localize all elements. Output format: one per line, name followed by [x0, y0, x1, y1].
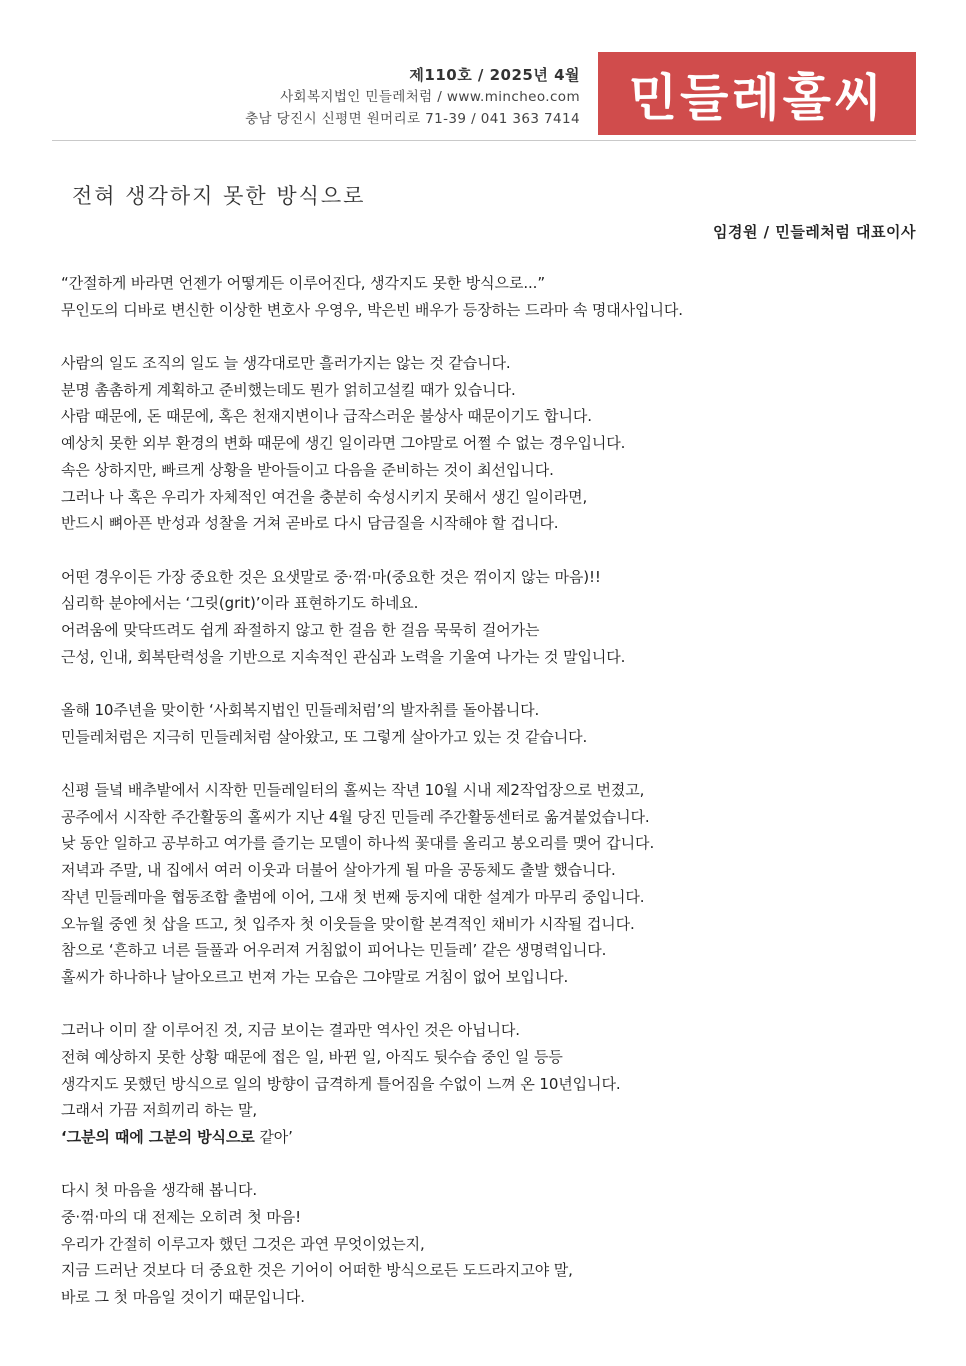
paragraph-2	[61, 350, 921, 537]
text-line: 무인도의 디바로 변신한 이상한 변호사 우영우, 박은빈 배우가 등장하는 드라마 속 명대사입니다.	[61, 300, 683, 319]
article-title: 전혀 생각하지 못한 방식으로	[72, 184, 366, 208]
text-line: 다시 첫 마음을 생각해 봅니다.	[61, 1181, 258, 1200]
text-line: 그러나 나 혹은 우리가 자체적인 여건을 충분히 숙성시키지 못해서 생긴 일이라면,	[61, 487, 588, 506]
quote-line	[61, 1124, 921, 1151]
header-divider	[52, 140, 916, 141]
text-line: 신평 들녘 배추밭에서 시작한 민들레일터의 홀씨는 작년 10월 시내 제2작업장으로 번졌고,	[61, 781, 645, 800]
paragraph-3	[61, 564, 921, 671]
organization-line: 사회복지법인 민들레처럼 / www.mincheo.com	[280, 89, 580, 105]
issue-number: 제110호 / 2025년 4월	[409, 66, 580, 84]
quote-rest: 같아’	[254, 1128, 293, 1146]
text-line: 그래서 가끔 저희끼리 하는 말,	[61, 1101, 258, 1120]
article-body	[61, 270, 921, 1311]
text-line: “간절하게 바라면 언젠가 어떻게든 이루어진다, 생각지도 못한 방식으로...”	[61, 274, 546, 292]
text-line: 분명 촘촘하게 계획하고 준비했는데도 뭔가 얽히고설킬 때가 있습니다.	[61, 380, 516, 399]
text-line: 낮 동안 일하고 공부하고 여가를 즐기는 모델이 하나씩 꽃대를 올리고 봉오리를 맺어 갑니다.	[61, 834, 655, 853]
text-line: 사람 때문에, 돈 때문에, 혹은 천재지변이나 급작스러운 불상사 때문이기도 합니다.	[61, 407, 592, 426]
text-line: 공주에서 시작한 주간활동의 홀씨가 지난 4월 당진 민들레 주간활동센터로 옮겨붙었습니다.	[61, 807, 650, 826]
text-line: 생각지도 못했던 방식으로 일의 방향이 급격하게 틀어짐을 수없이 느껴 온 10년입니다.	[61, 1074, 621, 1093]
text-line: 저녁과 주말, 내 집에서 여러 이웃과 더불어 살아가게 될 마을 공동체도 출발 했습니다.	[61, 861, 616, 880]
text-line: 작년 민들레마을 협동조합 출범에 이어, 그새 첫 번째 둥지에 대한 설계가 마무리 중입니다.	[61, 887, 645, 906]
article-author: 임경원 / 민들레처럼 대표이사	[712, 223, 916, 241]
text-line: 반드시 뼈아픈 반성과 성찰을 거쳐 곧바로 다시 담금질을 시작해야 할 겁니다.	[61, 514, 559, 533]
text-line: 어떤 경우이든 가장 중요한 것은 요샛말로 중·꺾·마(중요한 것은 꺾이지 않는 마음)!!	[61, 567, 601, 586]
text-line: 예상치 못한 외부 환경의 변화 때문에 생긴 일이라면 그야말로 어쩔 수 없는 경우입니다.	[61, 434, 626, 453]
text-line: 오뉴월 중엔 첫 삽을 뜨고, 첫 입주자 첫 이웃들을 맞이할 본격적인 채비가 시작될 겁니다.	[61, 914, 635, 933]
text-line: 중·꺾·마의 대 전제는 오히려 첫 마음!	[61, 1208, 302, 1227]
paragraph-1	[61, 270, 921, 323]
paragraph-4	[61, 697, 921, 750]
text-line: 지금 드러난 것보다 더 중요한 것은 기어이 어떠한 방식으로든 도드라지고야 말,	[61, 1261, 573, 1280]
text-line: 우리가 간절히 이루고자 했던 그것은 과연 무엇이었는지,	[61, 1234, 425, 1253]
masthead-info	[245, 64, 580, 130]
quote-bold: ‘그분의 때에 그분의 방식으로	[61, 1128, 255, 1146]
text-line: 속은 상하지만, 빠르게 상황을 받아들이고 다음을 준비하는 것이 최선입니다.	[61, 460, 554, 479]
address-line: 충남 당진시 신평면 원머리로 71-39 / 041 363 7414	[245, 111, 580, 127]
text-line: 올해 10주년을 맞이한 ‘사회복지법인 민들레처럼’의 발자취를 돌아봅니다.	[61, 701, 540, 719]
text-line: 민들레처럼은 지극히 민들레처럼 살아왔고, 또 그렇게 살아가고 있는 것 같습니다.	[61, 727, 588, 746]
text-line: 사람의 일도 조직의 일도 늘 생각대로만 흘러가지는 않는 것 같습니다.	[61, 354, 511, 373]
text-line: 어려움에 맞닥뜨려도 쉽게 좌절하지 않고 한 걸음 한 걸음 묵묵히 걸어가는	[61, 620, 540, 639]
text-line: 바로 그 첫 마음일 것이기 때문입니다.	[61, 1288, 305, 1307]
text-line: 심리학 분야에서는 ‘그릿(grit)’이라 표현하기도 하네요.	[61, 594, 419, 613]
text-line: 홀씨가 하나하나 날아오르고 번져 가는 모습은 그야말로 거침이 없어 보입니다.	[61, 967, 569, 986]
text-line: 그러나 이미 잘 이루어진 것, 지금 보이는 결과만 역사인 것은 아닙니다.	[61, 1021, 520, 1040]
text-line: 전혀 예상하지 못한 상황 때문에 접은 일, 바뀐 일, 아직도 뒷수습 중인 일 등등	[61, 1047, 563, 1066]
text-line: 참으로 ‘흔하고 너른 들풀과 어우러져 거침없이 피어나는 민들레’ 같은 생명력입니다.	[61, 941, 607, 960]
newsletter-logo: 민들레홀씨	[598, 52, 916, 135]
paragraph-7	[61, 1177, 921, 1310]
text-line: 근성, 인내, 회복탄력성을 기반으로 지속적인 관심과 노력을 기울여 나가는 것 말입니다.	[61, 647, 626, 666]
paragraph-5	[61, 777, 921, 991]
paragraph-6	[61, 1017, 921, 1150]
